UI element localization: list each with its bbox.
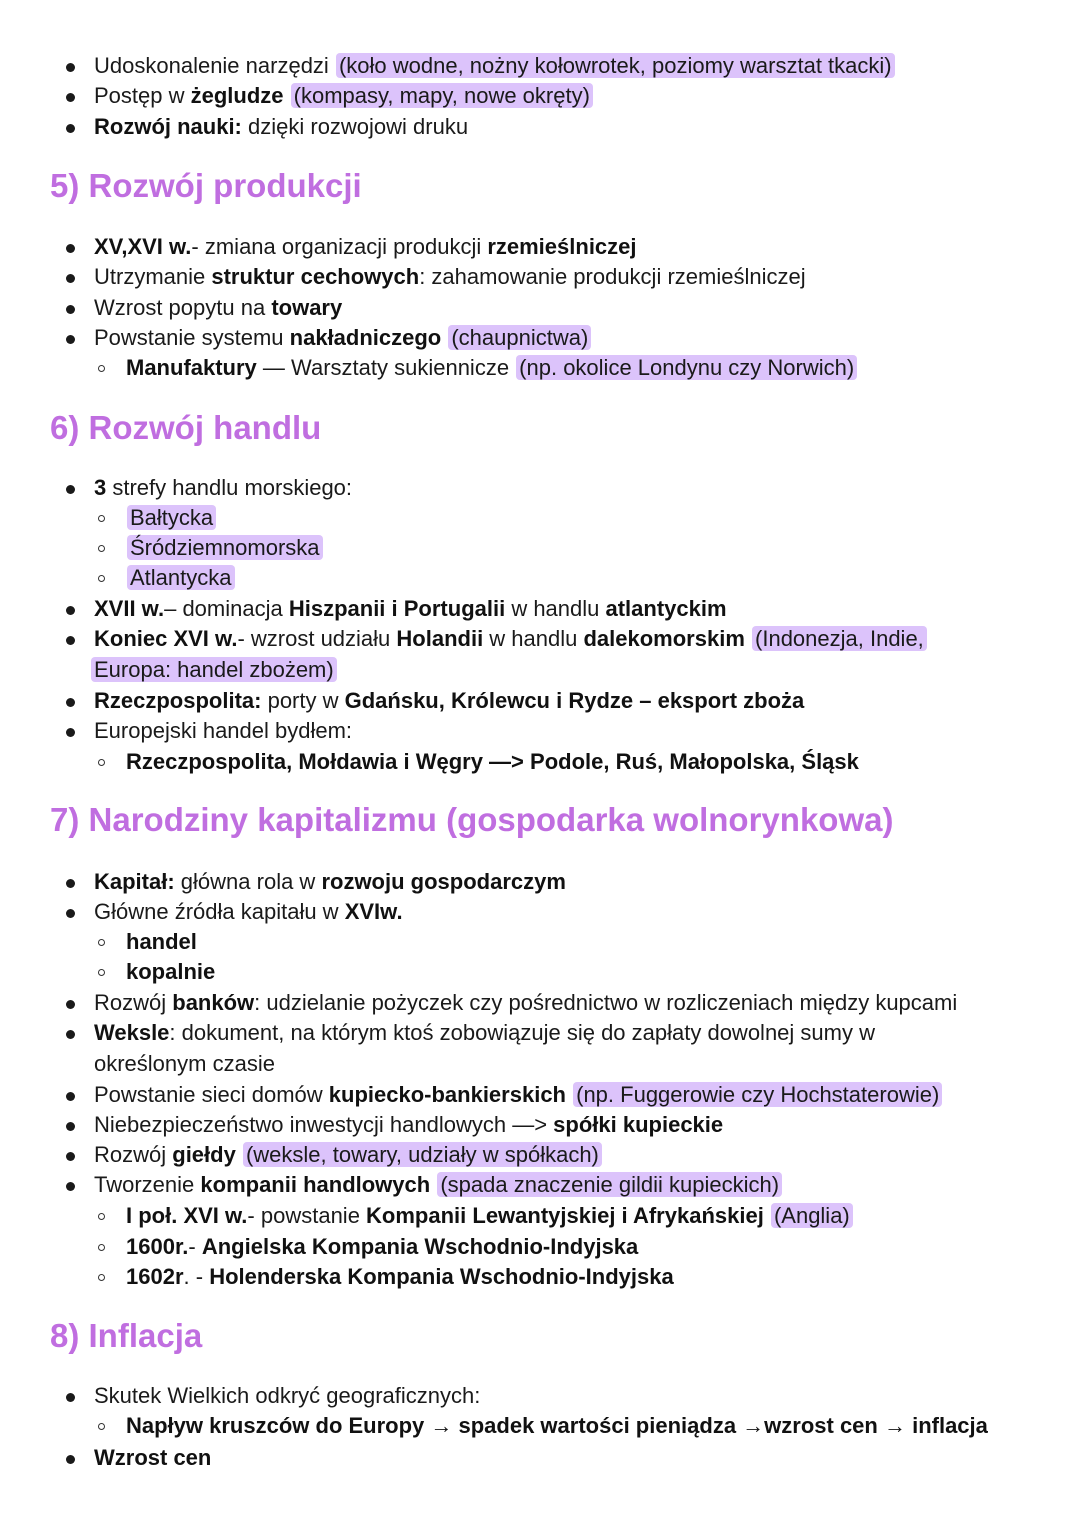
list-subitem: handel [126,929,197,954]
bullet-icon [66,274,75,283]
list-item: Kapitał: główna rola w rozwoju gospodarczym [94,869,566,894]
highlight: Atlantycka [127,565,235,590]
highlight: (np. okolice Londynu czy Norwich) [516,355,857,380]
list-subitem [126,503,216,533]
bullet-icon [66,1455,75,1464]
list-item: 3 strefy handlu morskiego: [94,475,353,500]
list-subitem: Manufaktury — Warsztaty sukiennicze (np. okolice Londynu czy Norwich) [126,353,857,383]
bullet-icon [66,485,75,494]
sub-bullet-icon [98,545,105,552]
highlight: Europa: handel zbożem) [91,657,337,682]
bullet-icon [66,728,75,737]
list-item: Skutek Wielkich odkryć geograficznych: [94,1383,481,1408]
list-item: Rozwój giełdy (weksle, towary, udziały w spółkach) [94,1140,602,1170]
list-subitem: kopalnie [126,959,216,984]
list-subitem [126,563,235,593]
list-item: XVII w.– dominacja Hiszpanii i Portugalii w handlu atlantyckim [94,596,727,621]
highlight: (kompasy, mapy, nowe okręty) [291,83,593,108]
list-subitem: I poł. XVI w.- powstanie Kompanii Lewantyjskiej i Afrykańskiej (Anglia) [126,1201,853,1231]
bullet-icon [66,606,75,615]
section-heading: 8) Inflacja [50,1317,203,1354]
list-item: Rozwój banków: udzielanie pożyczek czy pośrednictwo w rozliczeniach między kupcami [94,990,958,1015]
highlight: (np. Fuggerowie czy Hochstaterowie) [573,1082,942,1107]
list-subitem: 1602r. - Holenderska Kompania Wschodnio-Indyjska [126,1264,674,1289]
list-item: Rzeczpospolita: porty w Gdańsku, Królewcu i Rydze – eksport zboża [94,688,805,713]
list-subitem: Rzeczpospolita, Mołdawia i Węgry —> Podole, Ruś, Małopolska, Śląsk [126,749,859,774]
list-item: Tworzenie kompanii handlowych (spada znaczenie gildii kupieckich) [94,1170,782,1200]
highlight: (chaupnictwa) [448,325,591,350]
list-item: Koniec XVI w.- wzrost udziału Holandii w handlu dalekomorskim (Indonezja, Indie, [94,624,927,654]
bullet-icon [66,1152,75,1161]
bullet-icon [66,335,75,344]
highlight: Śródziemnomorska [127,535,323,560]
list-item: Weksle: dokument, na którym ktoś zobowiązuje się do zapłaty dowolnej sumy w [94,1020,875,1045]
section-heading: 6) Rozwój handlu [50,409,322,446]
sub-bullet-icon [98,575,105,582]
list-item: Europejski handel bydłem: [94,718,353,743]
bullet-icon [66,1000,75,1009]
bullet-icon [66,698,75,707]
list-item: Wzrost cen [94,1445,212,1470]
bullet-icon [66,244,75,253]
sub-bullet-icon [98,759,105,766]
list-item: Postęp w żegludze (kompasy, mapy, nowe okręty) [94,81,593,111]
highlight: Bałtycka [127,505,216,530]
bullet-icon [66,909,75,918]
sub-bullet-icon [98,365,105,372]
sub-bullet-icon [98,515,105,522]
list-item: Niebezpieczeństwo inwestycji handlowych —> spółki kupieckie [94,1112,724,1137]
list-item-continuation: określonym czasie [94,1051,275,1076]
list-item: Wzrost popytu na towary [94,295,343,320]
highlight: (spada znaczenie gildii kupieckich) [437,1172,782,1197]
bullet-icon [66,636,75,645]
highlight: (Indonezja, Indie, [752,626,927,651]
list-item: Główne źródła kapitału w XVIw. [94,899,403,924]
list-item: Powstanie sieci domów kupiecko-bankierskich (np. Fuggerowie czy Hochstaterowie) [94,1080,942,1110]
bullet-icon [66,1122,75,1131]
list-item-continuation [94,655,337,685]
highlight: (Anglia) [771,1203,853,1228]
list-item: Udoskonalenie narzędzi (koło wodne, nożny kołowrotek, poziomy warsztat tkacki) [94,51,895,81]
sub-bullet-icon [98,969,105,976]
list-item: XV,XVI w.- zmiana organizacji produkcji rzemieślniczej [94,234,637,259]
list-item: Rozwój nauki: dzięki rozwojowi druku [94,114,469,139]
section-heading: 7) Narodziny kapitalizmu (gospodarka wolnorynkowa) [50,801,894,838]
list-subitem [126,533,323,563]
sub-bullet-icon [98,1213,105,1220]
bullet-icon [66,1182,75,1191]
sub-bullet-icon [98,1244,105,1251]
highlight: (weksle, towary, udziały w spółkach) [243,1142,602,1167]
bullet-icon [66,305,75,314]
sub-bullet-icon [98,939,105,946]
list-subitem: Napływ kruszców do Europy → spadek wartości pieniądza →wzrost cen → inflacja [126,1413,988,1438]
sub-bullet-icon [98,1423,105,1430]
bullet-icon [66,1030,75,1039]
bullet-icon [66,879,75,888]
bullet-icon [66,1092,75,1101]
section-heading: 5) Rozwój produkcji [50,167,362,204]
list-subitem: 1600r.- Angielska Kompania Wschodnio-Indyjska [126,1234,639,1259]
list-item: Utrzymanie struktur cechowych: zahamowanie produkcji rzemieślniczej [94,264,806,289]
highlight: (koło wodne, nożny kołowrotek, poziomy warsztat tkacki) [336,53,895,78]
list-item: Powstanie systemu nakładniczego (chaupnictwa) [94,323,591,353]
sub-bullet-icon [98,1274,105,1281]
bullet-icon [66,1393,75,1402]
